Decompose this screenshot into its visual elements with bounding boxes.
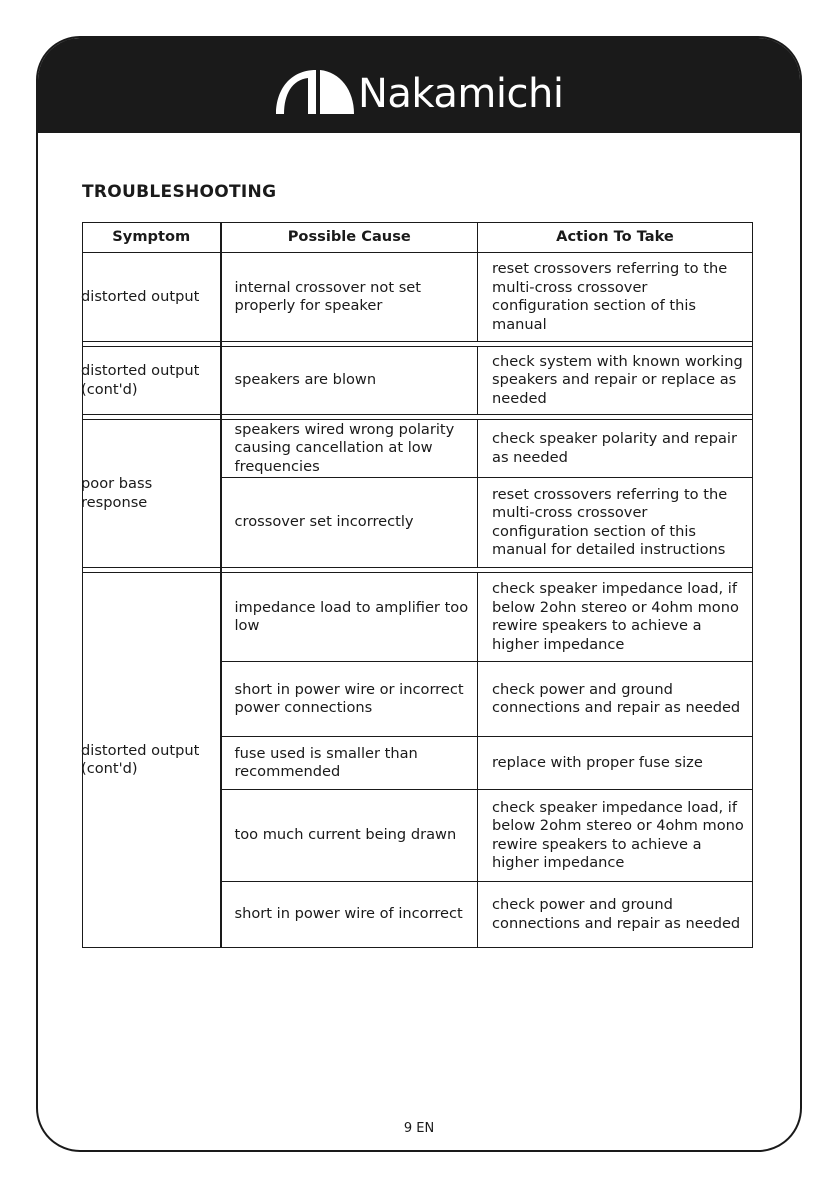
cause-cell: impedance load to amplifier too low [221,573,478,662]
action-cell: check speaker impedance load, if below 2ohn stereo or 4ohm mono rewire speakers to achieve a higher impedance [478,573,753,662]
action-cell: check speaker polarity and repair as needed [478,420,753,478]
cause-cell: short in power wire or incorrect power connections [221,662,478,737]
symptom-cell: distorted output (cont'd) [83,347,221,415]
nakamichi-logo-mark-icon [276,68,356,114]
cause-cell: short in power wire of incorrect [221,882,478,948]
symptom-cell: distorted output (cont'd) [83,573,221,948]
header-possible-cause: Possible Cause [221,223,478,253]
page-number: 9 EN [403,1121,435,1136]
action-cell: check system with known working speakers and repair or replace as needed [478,347,753,415]
action-cell: replace with proper fuse size [478,737,753,790]
table-row [83,253,753,342]
symptom-cell: poor bass response [83,420,221,568]
action-cell: check speaker impedance load, if below 2ohm stereo or 4ohm mono rewire speakers to achieve a higher impedance [478,790,753,882]
brand-logo [276,66,564,117]
action-cell: reset crossovers referring to the multi-cross crossover configuration section of this manual [478,253,753,342]
action-cell: reset crossovers referring to the multi-cross crossover configuration section of this manual for detailed instructions [478,478,753,568]
table-row [83,573,753,662]
cause-cell: fuse used is smaller than recommended [221,737,478,790]
symptom-cell: distorted output [83,253,221,342]
page-frame [36,36,802,1152]
cause-cell: too much current being drawn [221,790,478,882]
header-symptom: Symptom [83,223,221,253]
cause-cell: speakers are blown [221,347,478,415]
action-cell: check power and ground connections and repair as needed [478,662,753,737]
cause-cell: speakers wired wrong polarity causing cancellation at low frequencies [221,420,478,478]
table-header-row [83,223,753,253]
header-bar [38,38,800,133]
troubleshooting-table [82,222,753,948]
table-row [83,420,753,478]
brand-name: Nakamichi [358,71,564,117]
action-cell: check power and ground connections and repair as needed [478,882,753,948]
cause-cell: crossover set incorrectly [221,478,478,568]
page-title: TROUBLESHOOTING [82,182,277,202]
table-row [83,347,753,415]
header-action-to-take: Action To Take [478,223,753,253]
cause-cell: internal crossover not set properly for speaker [221,253,478,342]
